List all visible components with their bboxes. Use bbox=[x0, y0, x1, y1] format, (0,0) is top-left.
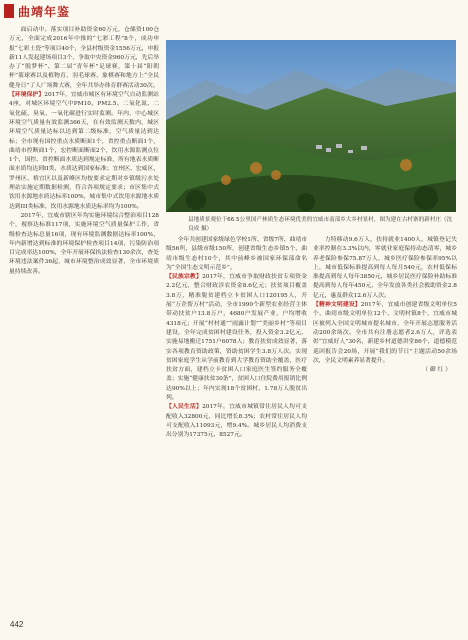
section-heading: 【民族宗教】 bbox=[166, 274, 203, 281]
section-paragraph bbox=[166, 273, 307, 403]
column-2 bbox=[166, 236, 307, 614]
header-red-mark-icon bbox=[4, 4, 14, 18]
paragraph: 面启动中。落实项目补助资金60万元，仓储资100仓万元，全面完成2016年中推的“七彩工程”8个，成功申报“七彩土瓷”等项目40个，全县村级资金1556万元，申报新11人发起建场项目3个，争取中央资金960万元，先后举办了“脱梦杯”、第二届“青年杯”足球赛，第十届“阳朝杯”篮球赛以及植物育、羽毛球赛、象棋赛和地方上“全民健身日”了人广场舞大赛，全年共举办体育群赛活动30次。 bbox=[9, 27, 159, 89]
page-header bbox=[0, 0, 468, 22]
paragraph-text: 2017年，宜威市创建省级文明单位5个、曲靖市级文明单位12个、文明村镇8个，宜威市城区被列入全国文明城市提名城市，全年开展志愿服务活动200余场次。全市共有注册志愿者2.6万人，评选表彰“宜威好人”30名，新建乡村道德讲堂86个，道德模范巡回报告会20场，开展“我们的节日”主题活动50余场次，全民文明素养显著提升。 bbox=[313, 302, 457, 364]
paragraph-text: 2017年，宜威市争取财政扶贫专项资金2.2亿元，整合财政涉农资金8.6亿元；扶贫项目覆盖3.8万，精准脱贫建档立卡贫困人口120195人，开展“万企帮万村”活动，全市1990个新型农业经营主体带动扶贫户13.8万户，4680户发展产业，户均增收4318元；开展“村村通”“雨露计划”“美丽乡村”等项目建设，全年完成贫困村建设任务，投入资金3.2亿元，实施易地搬迁1751户6078人；教育扶贫成效显著，落实各项教育资助政策，资助贫困学生3.8万人次。实现贫困家庭学生从学前教育到大学教育资助全覆盖，医疗扶贫方面，建档立卡贫困人口家庭医生签约服务全覆盖；实施“健康扶贫30条”，贫困人口住院费用报销比例达90%以上；年内实现18个贫困村、1.78万人脱贫出列。 bbox=[166, 274, 307, 402]
section-heading: 【环境保护】 bbox=[9, 92, 45, 99]
page-number: 442 bbox=[10, 620, 24, 629]
paragraph: 2017年，宜威市辖区年均实施环境综合整治项目128个，视察达标准117项，实施环境空气质量保护工作，省级检查达标总量16项，现有环境监测数据达标率100%，年内新增达到标准的环境保护检查项目14项，污染防治项目完成率达100%，全年开展环保执法检查130余次，查处环境违法案件36起，城市环境整治成效显著，全市环境质量持续改善。 bbox=[9, 212, 159, 275]
header-title: 曲靖年鉴 bbox=[18, 5, 71, 19]
paragraph: 力特移动9.6万人，扶持就业1400人，城镇登记失业率控制在3.3%以内，零就业家庭保持动态清零，城乡养老保险参保75.87万人，城乡医疗保险参保率95%以上，城市低保标准提高到每人每月540元，农村低保标准提高到每人每年3850元，城乡居民医疗保险补助标准提高到每人每年450元，全年发放各类社会救助资金2.8亿元，惠及群众12.6万人次。 bbox=[313, 237, 457, 299]
author-signature: （ 御 红 ） bbox=[422, 367, 451, 374]
section-paragraph bbox=[9, 91, 159, 212]
section-heading: 【人民生活】 bbox=[166, 404, 203, 411]
landscape-photo bbox=[166, 40, 456, 212]
photo-caption: 县地质景观位于66.5公里国产林质生态环境优美的宜威市南部乡大乡村景村，图为建在古村寨的新村庄（沈良成 摄） bbox=[188, 217, 453, 232]
paragraph: 全年共创建国家级绿色学校1所、省级7所、曲靖市级56所，县级市级150所，创建省级生态乡镇5个、曲靖市级生态村10个，其中前峰乡被国家环保部命名为“全国生态文明示范乡”。 bbox=[166, 237, 307, 271]
section-paragraph bbox=[313, 301, 457, 366]
section-paragraph bbox=[166, 403, 307, 440]
section-heading: 【精神文明建设】 bbox=[313, 302, 361, 309]
column-3 bbox=[313, 236, 457, 614]
paragraph-text: 2017年，宜威市城镇常住居民人均可支配收入32800元，同比增长8.3%；农村常住居民人均可支配收入11093元，增9.4%。城乡居民人均消费支出分别为17375元、8527元。 bbox=[166, 404, 307, 439]
landscape-photo-icon bbox=[166, 40, 456, 212]
paragraph-text: 2017年，宜威市城区有环境空气自动监测站4座，对城区环境空气中PM10、PM2.5、二氧化氮、二氧化硫、臭氧、一氧化碳进行实时监测。年内，中心城区环境空气质量有效监测366天，在有效监测天数内，城区环境空气质量达标以达到第二级标准，空气质量达到达标；全市现有国控重点水质断面1个，省控重点断面1个，曲靖市控断面1个，宏控断面断面2个，饮用水源监测点位1个，国控、省控断面水质达到规定标准，所有地表水质断面水质均达到II类，水质达到国家标准；宜州区、宏威区、罗州区、格宜区以及新峰区均按要求定期对乡镇级污水处理站实施定期数据检测，符合各项规定要求；市区集中式饮用水源地水质达标率100%，城市集中式饮用水源地水质达到III类标准，饮用水源地水质达标率均为100%。 bbox=[9, 92, 159, 210]
column-1 bbox=[9, 26, 159, 614]
